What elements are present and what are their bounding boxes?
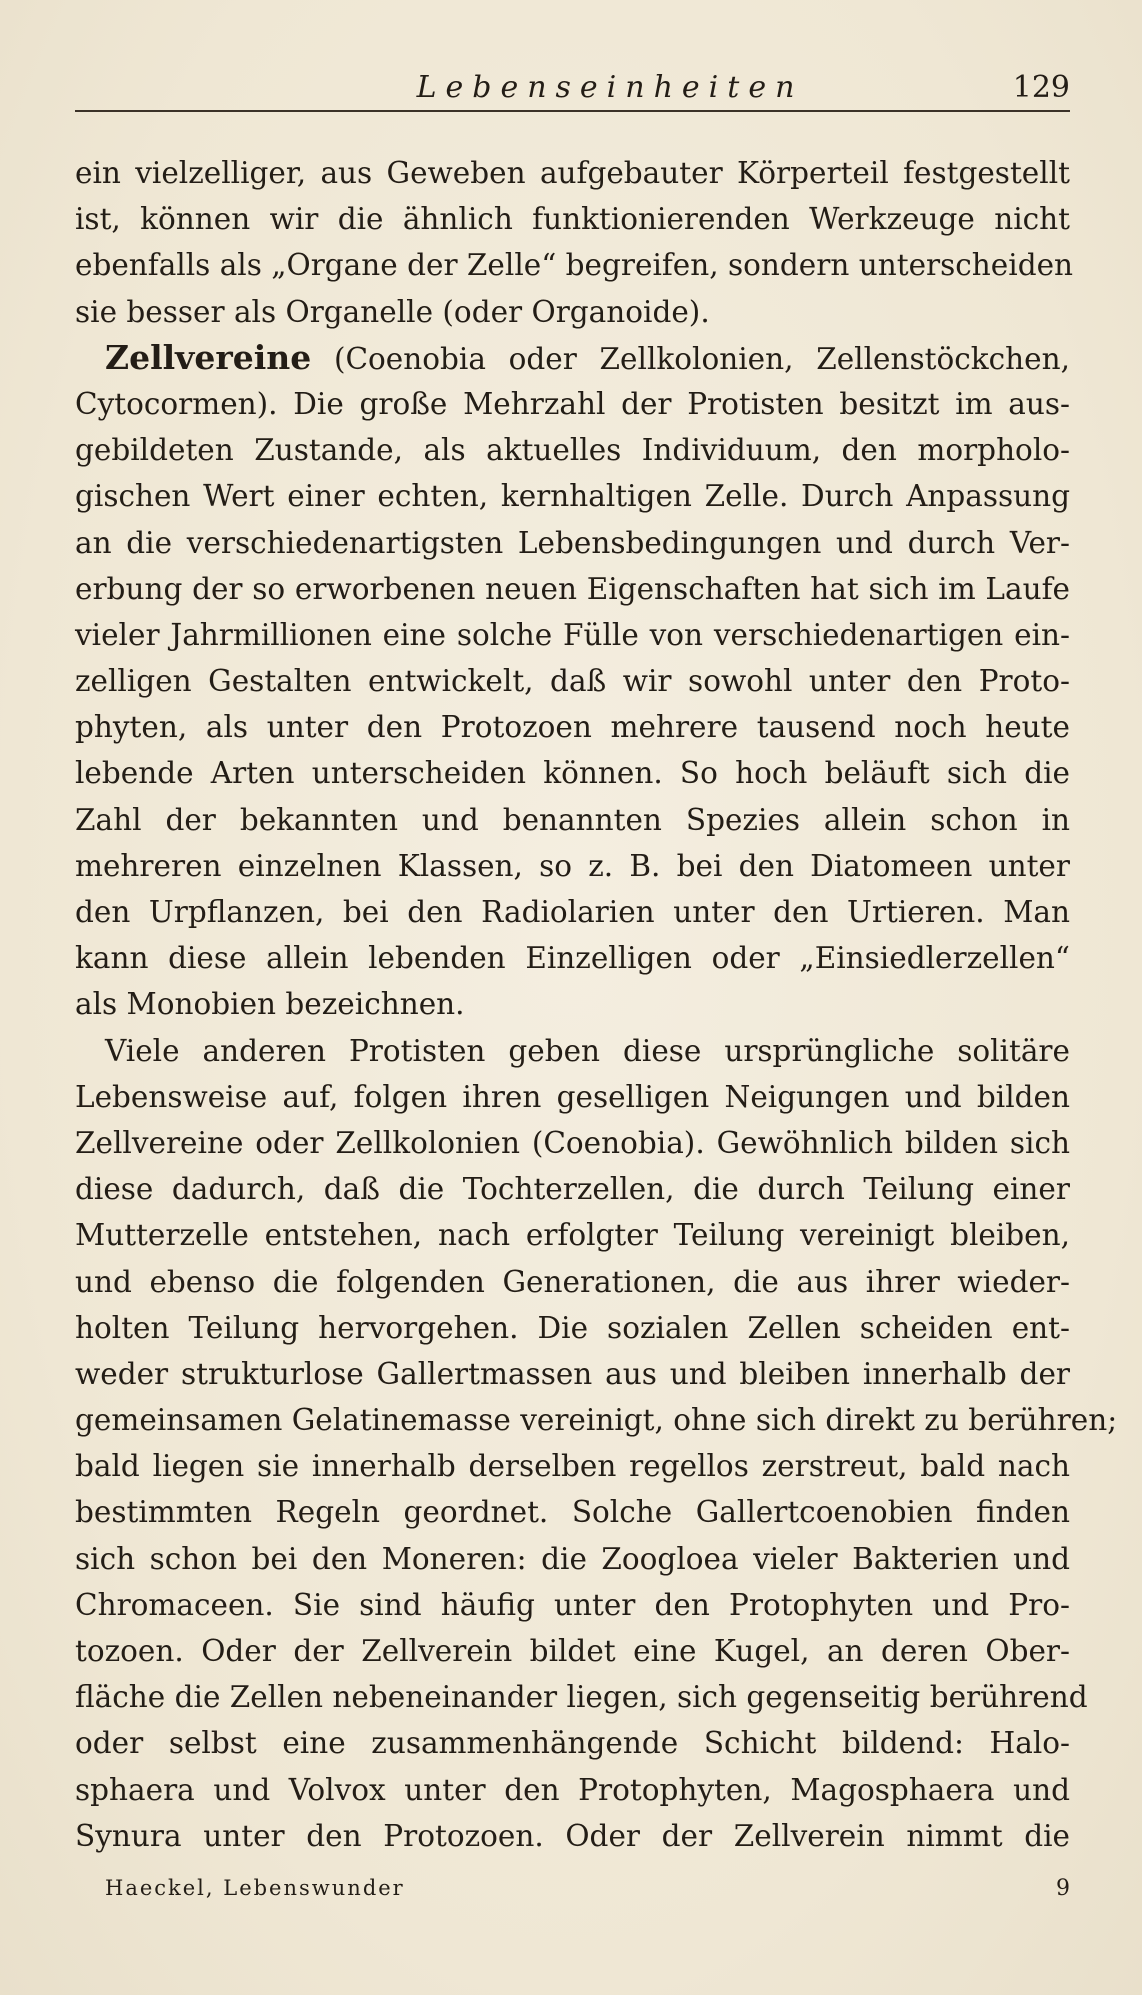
- text-line: ist, können wir die ähnlich funktionierenden Werkzeuge nicht: [75, 202, 1070, 237]
- text-line: Mutterzelle entstehen, nach erfolgter Teilung vereinigt bleiben,: [75, 1218, 1070, 1253]
- text-line: mehreren einzelnen Klassen, so z. B. bei den Diatomeen unter: [75, 848, 1070, 883]
- text-line: gischen Wert einer echten, kernhaltigen Zelle. Durch Anpassung: [75, 479, 1070, 514]
- text-line: Synura unter den Protozoen. Oder der Zellverein nimmt die: [75, 1818, 1070, 1853]
- text-line: phyten, als unter den Protozoen mehrere tausend noch heute: [75, 710, 1070, 745]
- text-line: Chromaceen. Sie sind häufig unter den Protophyten und Pro-: [75, 1587, 1070, 1622]
- text-line: an die verschiedenartigsten Lebensbedingungen und durch Ver-: [75, 525, 1070, 560]
- header-rule: [75, 110, 1070, 112]
- text-line: sphaera und Volvox unter den Protophyten, Magosphaera und: [75, 1772, 1070, 1807]
- text-line: erbung der so erworbenen neuen Eigenschaften hat sich im Laufe: [75, 571, 1070, 606]
- text-line: tozoen. Oder der Zellverein bildet eine Kugel, an deren Ober-: [75, 1634, 1070, 1668]
- text-line: Zahl der bekannten und benannten Spezies allein schon in: [75, 802, 1070, 837]
- text-line: zelligen Gestalten entwickelt, daß wir sowohl unter den Proto-: [75, 664, 1070, 699]
- text-line: ein vielzelliger, aus Geweben aufgebauter Körperteil festgestellt: [75, 156, 1070, 190]
- text-line: diese dadurch, daß die Tochterzellen, die durch Teilung einer: [75, 1172, 1070, 1207]
- page-number: 129: [1012, 70, 1070, 105]
- text-line: ebenfalls als „Organe der Zelle“ begreifen, sondern unterscheiden: [75, 248, 1074, 283]
- text-line: als Monobien bezeichnen.: [75, 987, 465, 1022]
- text-line: lebende Arten unterscheiden können. So hoch beläuft sich die: [75, 756, 1070, 791]
- text-line: gebildeten Zustande, als aktuelles Individuum, den morpholo-: [75, 433, 1070, 468]
- text-line: und ebenso die folgenden Generationen, die aus ihrer wieder-: [75, 1264, 1070, 1299]
- text-line: oder selbst eine zusammenhängende Schicht bildend: Halo-: [75, 1726, 1070, 1761]
- text-line: Viele anderen Protisten geben diese ursprüngliche solitäre: [105, 1033, 1070, 1068]
- printer-signature: Haeckel, Lebenswunder: [105, 1876, 405, 1900]
- heading-continuation: (Coenobia oder Zellkolonien, Zellenstöckchen,: [333, 341, 1070, 376]
- text-line: gemeinsamen Gelatinemasse vereinigt, ohne sich direkt zu berühren;: [75, 1403, 1118, 1438]
- text-line: [75, 335, 1070, 381]
- text-line: Lebensweise auf, folgen ihren geselligen Neigungen und bilden: [75, 1079, 1070, 1114]
- text-line: Cytocormen). Die große Mehrzahl der Protisten besitzt im aus-: [75, 386, 1070, 421]
- sheet-mark: 9: [1056, 1876, 1070, 1901]
- section-heading: Zellvereine: [105, 337, 312, 377]
- text-line: den Urpflanzen, bei den Radiolarien unter den Urtieren. Man: [75, 895, 1070, 929]
- text-line: sich schon bei den Moneren: die Zoogloea vieler Bakterien und: [75, 1541, 1070, 1576]
- body-text: [75, 150, 1118, 1859]
- text-line: fläche die Zellen nebeneinander liegen, sich gegenseitig berührend: [75, 1680, 1088, 1715]
- text-line: bald liegen sie innerhalb derselben regellos zerstreut, bald nach: [75, 1449, 1070, 1484]
- page-footer: [75, 1876, 1070, 1916]
- text-line: vieler Jahrmillionen eine solche Fülle von verschiedenartigen ein-: [75, 617, 1070, 652]
- text-line: kann diese allein lebenden Einzelligen oder „Einsiedlerzellen“: [75, 941, 1070, 976]
- text-line: holten Teilung hervorgehen. Die sozialen Zellen scheiden ent-: [75, 1310, 1070, 1345]
- text-line: Zellvereine oder Zellkolonien (Coenobia). Gewöhnlich bilden sich: [75, 1125, 1070, 1160]
- text-line: weder strukturlose Gallertmassen aus und bleiben innerhalb der: [75, 1356, 1070, 1391]
- text-line: bestimmten Regeln geordnet. Solche Gallertcoenobien finden: [75, 1495, 1070, 1530]
- running-head: [75, 62, 1070, 112]
- running-title: Lebenseinheiten: [416, 70, 804, 105]
- text-line: sie besser als Organelle (oder Organoide).: [75, 294, 710, 329]
